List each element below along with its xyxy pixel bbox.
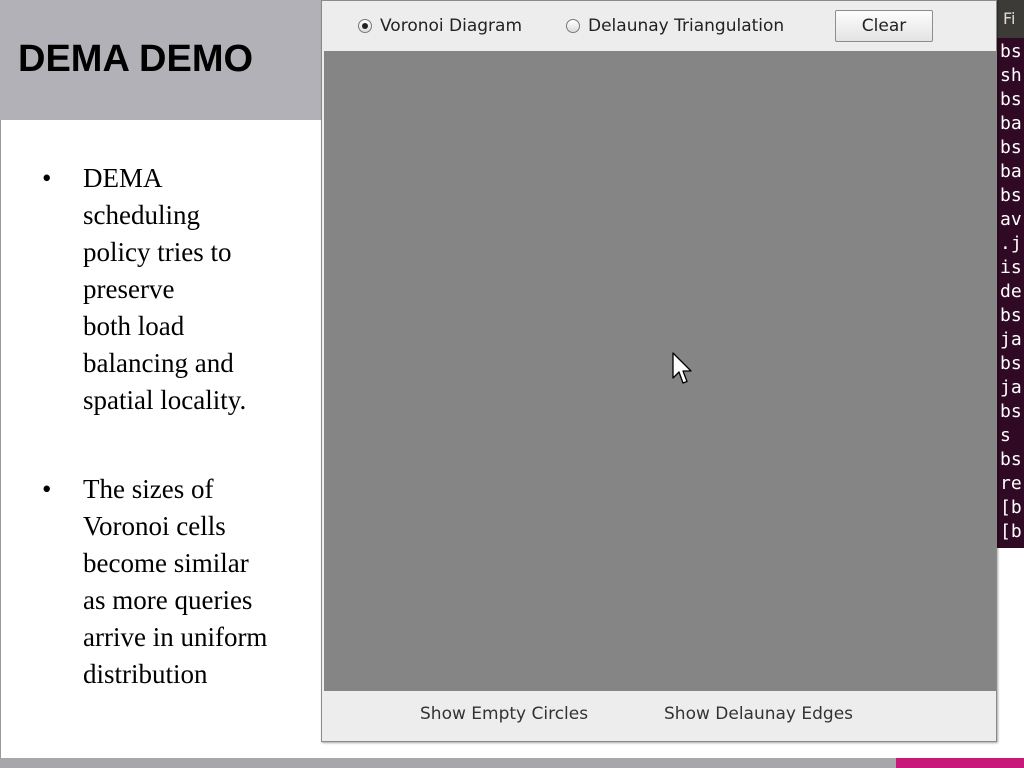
drawing-canvas[interactable] <box>324 51 996 691</box>
terminal-line: bs <box>1000 185 1022 206</box>
voronoi-diagram-label[interactable]: Voronoi Diagram <box>380 16 523 36</box>
bullet-dot: • <box>42 474 52 504</box>
terminal-line: ja <box>1000 329 1022 350</box>
bullet-text: DEMA scheduling policy tries to preserve both load balancing and spatial locality. <box>83 163 247 415</box>
terminal-line: re <box>1000 473 1022 494</box>
bullet-dot: • <box>42 163 52 193</box>
terminal-line: bs <box>1000 401 1022 422</box>
slide-header <box>0 0 322 120</box>
voronoi-app-window <box>321 0 997 742</box>
slide-title: DEMA DEMO <box>18 38 254 80</box>
terminal-line: s <box>1000 425 1011 446</box>
terminal-line: bs <box>1000 305 1022 326</box>
bullet-text: The sizes of Voronoi cells become similar as more queries arrive in uniform distribution <box>83 474 268 689</box>
terminal-window[interactable] <box>996 0 1024 548</box>
terminal-line: is <box>1000 257 1022 278</box>
terminal-line: .j <box>1000 233 1022 254</box>
voronoi-diagram-radio[interactable] <box>358 15 522 37</box>
terminal-line: bs <box>1000 449 1022 470</box>
slide-footer-accent <box>896 758 1024 768</box>
terminal-menubar[interactable] <box>996 0 1024 38</box>
terminal-line: [b <box>1000 521 1022 542</box>
bullet-item <box>42 160 327 419</box>
terminal-line: ba <box>1000 161 1022 182</box>
bullet-item <box>42 471 327 693</box>
terminal-line: sh <box>1000 65 1022 86</box>
terminal-line: av <box>1000 209 1022 230</box>
show-delaunay-edges-button[interactable]: Show Delaunay Edges <box>664 704 854 724</box>
terminal-menu-label[interactable]: Fi <box>1003 9 1016 28</box>
terminal-line: de <box>1000 281 1022 302</box>
app-toolbar <box>322 1 996 51</box>
bullet-list <box>42 160 327 745</box>
slide-footer-bar <box>0 758 896 768</box>
app-bottom-bar <box>322 691 996 741</box>
terminal-line: ba <box>1000 113 1022 134</box>
terminal-line: bs <box>1000 41 1022 62</box>
show-empty-circles-button[interactable]: Show Empty Circles <box>420 704 589 724</box>
terminal-line: [b <box>1000 497 1022 518</box>
terminal-output <box>996 40 1024 544</box>
terminal-line: ja <box>1000 377 1022 398</box>
radio-unchecked-icon[interactable] <box>566 19 580 33</box>
delaunay-triangulation-radio[interactable] <box>566 15 784 37</box>
terminal-line: bs <box>1000 89 1022 110</box>
mouse-pointer-icon <box>672 352 692 386</box>
terminal-line: bs <box>1000 137 1022 158</box>
radio-checked-icon[interactable] <box>358 19 372 33</box>
clear-button[interactable]: Clear <box>835 10 933 42</box>
terminal-line: bs <box>1000 353 1022 374</box>
delaunay-triangulation-label[interactable]: Delaunay Triangulation <box>588 16 785 36</box>
